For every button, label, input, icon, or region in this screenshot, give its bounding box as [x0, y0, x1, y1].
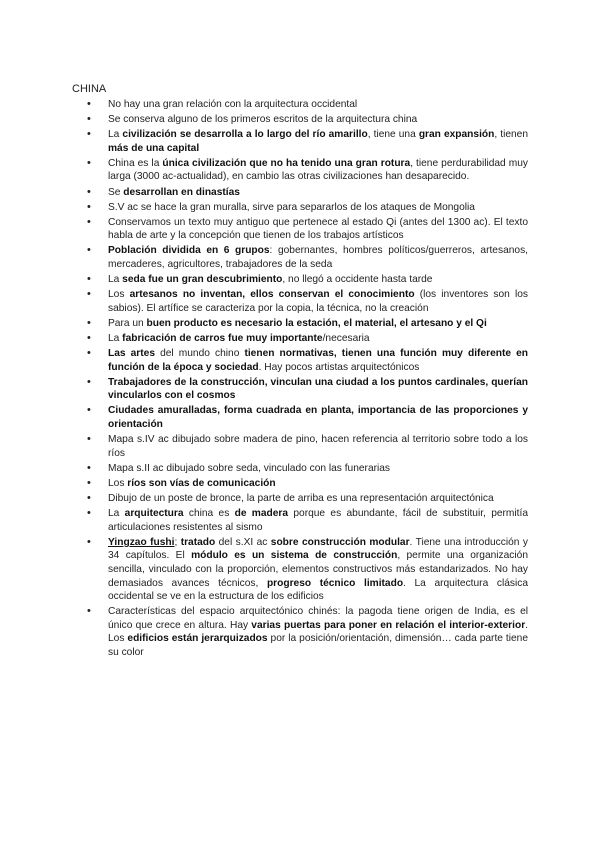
text-run: Mapa s.II ac dibujado sobre seda, vinculado con las funerarias: [108, 462, 391, 474]
bold-text: Población dividida en 6 grupos: [108, 245, 270, 257]
text-run: /necesaria: [322, 333, 370, 344]
bullet-item: [72, 492, 528, 506]
text-run: La: [108, 129, 123, 141]
document-page: [72, 82, 528, 661]
bullet-item: [72, 507, 528, 534]
text-run: No hay una gran relación con la arquitectura occidental: [108, 99, 358, 110]
bullet-item: [72, 186, 528, 200]
bold-text: más de una capital: [108, 142, 200, 154]
bold-text: única civilización que no ha tenido una gran rotura: [162, 157, 411, 169]
bold-text: buen producto es necesario la estación, el material, el artesano y el Qi: [146, 317, 487, 329]
text-run: , tiene perdurabilidad muy larga (3000 ac-actualidad), en cambio las otras civilizaciones han desaparecido.: [108, 157, 528, 183]
text-run: Conservamos un texto muy antiguo que pertenece al estado Qi (antes del 1300 ac). El texto habla de arte y la concepción que tienen de los trabajos artísticos: [108, 216, 528, 242]
bullet-item: [72, 536, 528, 604]
bold-text: Las artes: [108, 348, 155, 360]
text-run: . Hay pocos artistas arquitectónicos: [258, 361, 420, 373]
section-heading: CHINA: [72, 83, 107, 95]
text-run: La: [108, 274, 123, 286]
bold-text: artesanos no inventan, ellos conservan el conocimiento: [129, 289, 415, 301]
text-run: . La arquitectura clásica occidental se ve en la estructura de los edificios: [108, 577, 528, 603]
text-run: Se: [108, 186, 124, 198]
bold-text: varias puertas para poner en relación el interior-exterior: [251, 619, 526, 631]
bold-text: de madera: [234, 508, 289, 520]
text-run: Para un: [108, 317, 147, 329]
bullet-item: [72, 244, 528, 271]
text-run: , tiene una: [367, 129, 419, 141]
text-run: por la posición/orientación, dimensión… cada parte tiene su color: [108, 633, 529, 659]
bullet-item: [72, 462, 528, 476]
text-run: S.V ac se hace la gran muralla, sirve para separarlos de los ataques de Mongolia: [108, 201, 475, 213]
text-run: , no llegó a occidente hasta tarde: [282, 274, 433, 286]
bullet-item: [72, 98, 528, 112]
text-run: ;: [174, 536, 181, 548]
bullet-item: [72, 477, 528, 491]
text-run: Mapa s.IV ac dibujado sobre madera de pino, hacen referencia al territorio sobre todo a los ríos: [108, 434, 528, 459]
text-run: . Los: [108, 619, 529, 645]
bullet-list: [72, 98, 528, 660]
text-run: : gobernantes, hombres políticos/guerreros, artesanos, mercaderes, agricultores, trabajadores de la seda: [108, 245, 528, 271]
bullet-item: [72, 216, 528, 243]
bullet-item: [72, 113, 528, 127]
text-run: del s.XI ac: [215, 536, 271, 548]
text-run: Se conserva alguno de los primeros escritos de la arquitectura china: [108, 114, 418, 126]
bold-text: edificios están jerarquizados: [127, 633, 268, 645]
bold-text: módulo es un sistema de construcción: [191, 550, 398, 562]
text-run: , tienen: [494, 129, 529, 141]
text-run: La: [108, 508, 125, 520]
bold-text: tienen normativas, tienen una función muy diferente en función de la época y sociedad: [108, 348, 528, 373]
text-run: Los: [108, 477, 128, 489]
text-run: porque es abundante, fácil de substituir, permitía articulaciones resistentes al sismo: [108, 508, 529, 533]
text-run: La: [108, 333, 123, 344]
bullet-item: [72, 332, 528, 346]
text-run: China es la: [108, 157, 163, 169]
text-run: Dibujo de un poste de bronce, la parte de arriba es una representación arquitectónica: [108, 493, 494, 505]
bold-text: progreso técnico limitado: [266, 577, 404, 589]
text-run: Características del espacio arquitectónico chinés: la pagoda tiene origen de India, es el único que crece en altura. Hay: [108, 606, 528, 631]
bullet-item: [72, 347, 528, 374]
bold-text: seda fue un gran descubrimiento: [122, 274, 283, 286]
text-run: china es: [183, 508, 235, 520]
text-run: , permite una organización sencilla, vinculado con la proporción, elementos constructivos más estandarizados. No hay demasiados avances técnicos,: [108, 550, 528, 589]
bold-text: civilización se desarrolla a lo largo del río amarillo: [122, 129, 368, 141]
bold-text: tratado: [180, 536, 216, 548]
bullet-item: [72, 404, 528, 431]
text-run: Los: [108, 289, 130, 301]
bullet-item: [72, 376, 528, 403]
bullet-item: [72, 201, 528, 215]
bullet-item: [72, 433, 528, 460]
bullet-item: [72, 605, 528, 659]
bold-text: gran expansión: [418, 129, 495, 141]
text-run: . Tiene una introducción y 34 capítulos. El: [108, 536, 528, 562]
bold-text: desarrollan en dinastías: [123, 186, 240, 198]
bold-text: sobre construcción modular: [270, 536, 410, 548]
bullet-item: [72, 317, 528, 331]
bold-text: fabricación de carros fue muy importante: [122, 333, 323, 344]
bullet-item: [72, 128, 528, 155]
text-run: del mundo chino: [155, 348, 245, 360]
bold-text: Ciudades amuralladas, forma cuadrada en planta, importancia de las proporciones y orientación: [108, 405, 528, 431]
bullet-item: [72, 157, 528, 184]
bold-text: Yingzao fushi: [108, 536, 175, 548]
bullet-item: [72, 273, 528, 287]
bold-text: arquitectura: [124, 508, 184, 520]
bullet-item: [72, 288, 528, 315]
text-run: (los inventores son los sabios). El artífice se caracteriza por la copia, la técnica, no la creación: [108, 289, 528, 314]
bold-text: Trabajadores de la construcción, vinculan una ciudad a los puntos cardinales, querían vincularlos con el cosmos: [108, 376, 528, 402]
bold-text: ríos son vías de comunicación: [127, 477, 276, 489]
